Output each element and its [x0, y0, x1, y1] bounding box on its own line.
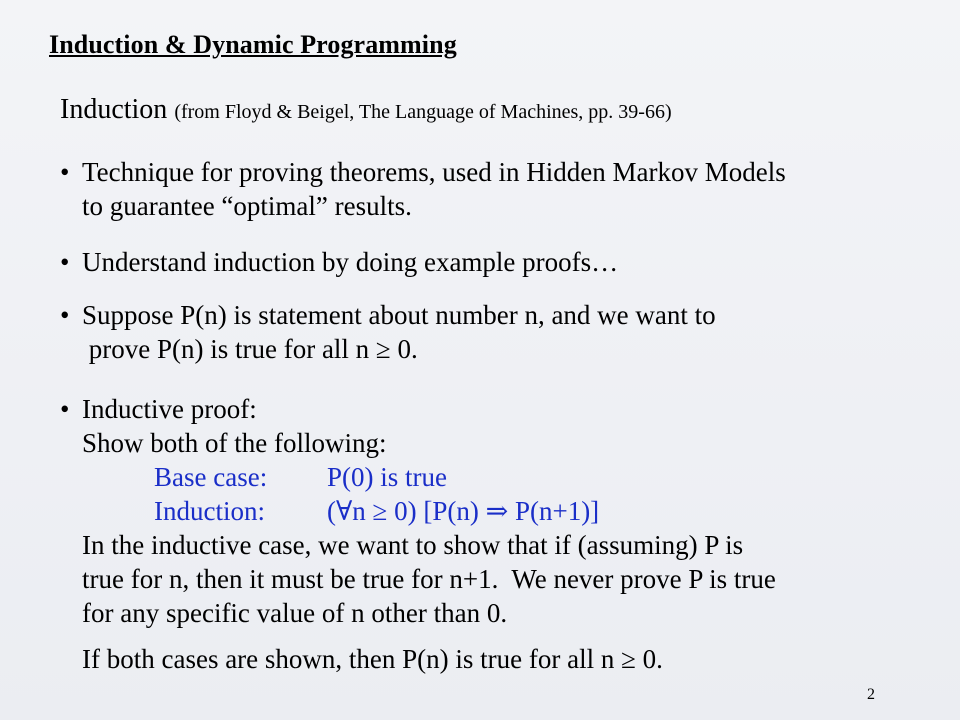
base-case-row: [82, 460, 930, 494]
bullet-marker: •: [60, 247, 70, 277]
induction-case-value: (∀n ≥ 0) [P(n) ⇒ P(n+1)]: [327, 496, 600, 526]
bullet-text: [82, 155, 930, 223]
base-case-value: P(0) is true: [327, 462, 447, 492]
page-number: 2: [867, 686, 875, 703]
slide-title: Induction & Dynamic Programming: [49, 30, 457, 59]
bullet-text: [82, 245, 930, 279]
bullet-line: true for n, then it must be true for n+1. We never prove P is true: [82, 564, 776, 594]
induction-case-row: [82, 494, 930, 528]
conclusion-line: If both cases are shown, then P(n) is true for all n ≥ 0.: [82, 644, 663, 674]
section-heading: [60, 94, 672, 126]
bullet-line: Understand induction by doing example proofs…: [82, 247, 619, 277]
bullet-line: for any specific value of n other than 0.: [82, 598, 508, 628]
bullet-line: Inductive proof:: [82, 394, 257, 424]
bullet-line: Suppose P(n) is statement about number n, and we want to: [82, 300, 716, 330]
bullet-marker: •: [60, 300, 70, 330]
bullet-marker: •: [60, 394, 70, 424]
bullet-line: Technique for proving theorems, used in Hidden Markov Models: [82, 157, 786, 187]
bullet-line: to guarantee “optimal” results.: [82, 191, 412, 221]
base-case-label: Base case:: [154, 462, 268, 492]
bullet-line: Show both of the following:: [82, 428, 387, 458]
section-heading-main: Induction: [60, 94, 168, 125]
section-heading-source: (from Floyd & Beigel, The Language of Machines, pp. 39-66): [174, 101, 672, 123]
bullet-marker: •: [60, 157, 70, 187]
bullet-line: In the inductive case, we want to show that if (assuming) P is: [82, 530, 744, 560]
bullet-text: [82, 298, 930, 366]
bullet-line: prove P(n) is true for all n ≥ 0.: [82, 334, 418, 364]
bullet-text: [82, 392, 930, 676]
induction-case-label: Induction:: [154, 496, 265, 526]
